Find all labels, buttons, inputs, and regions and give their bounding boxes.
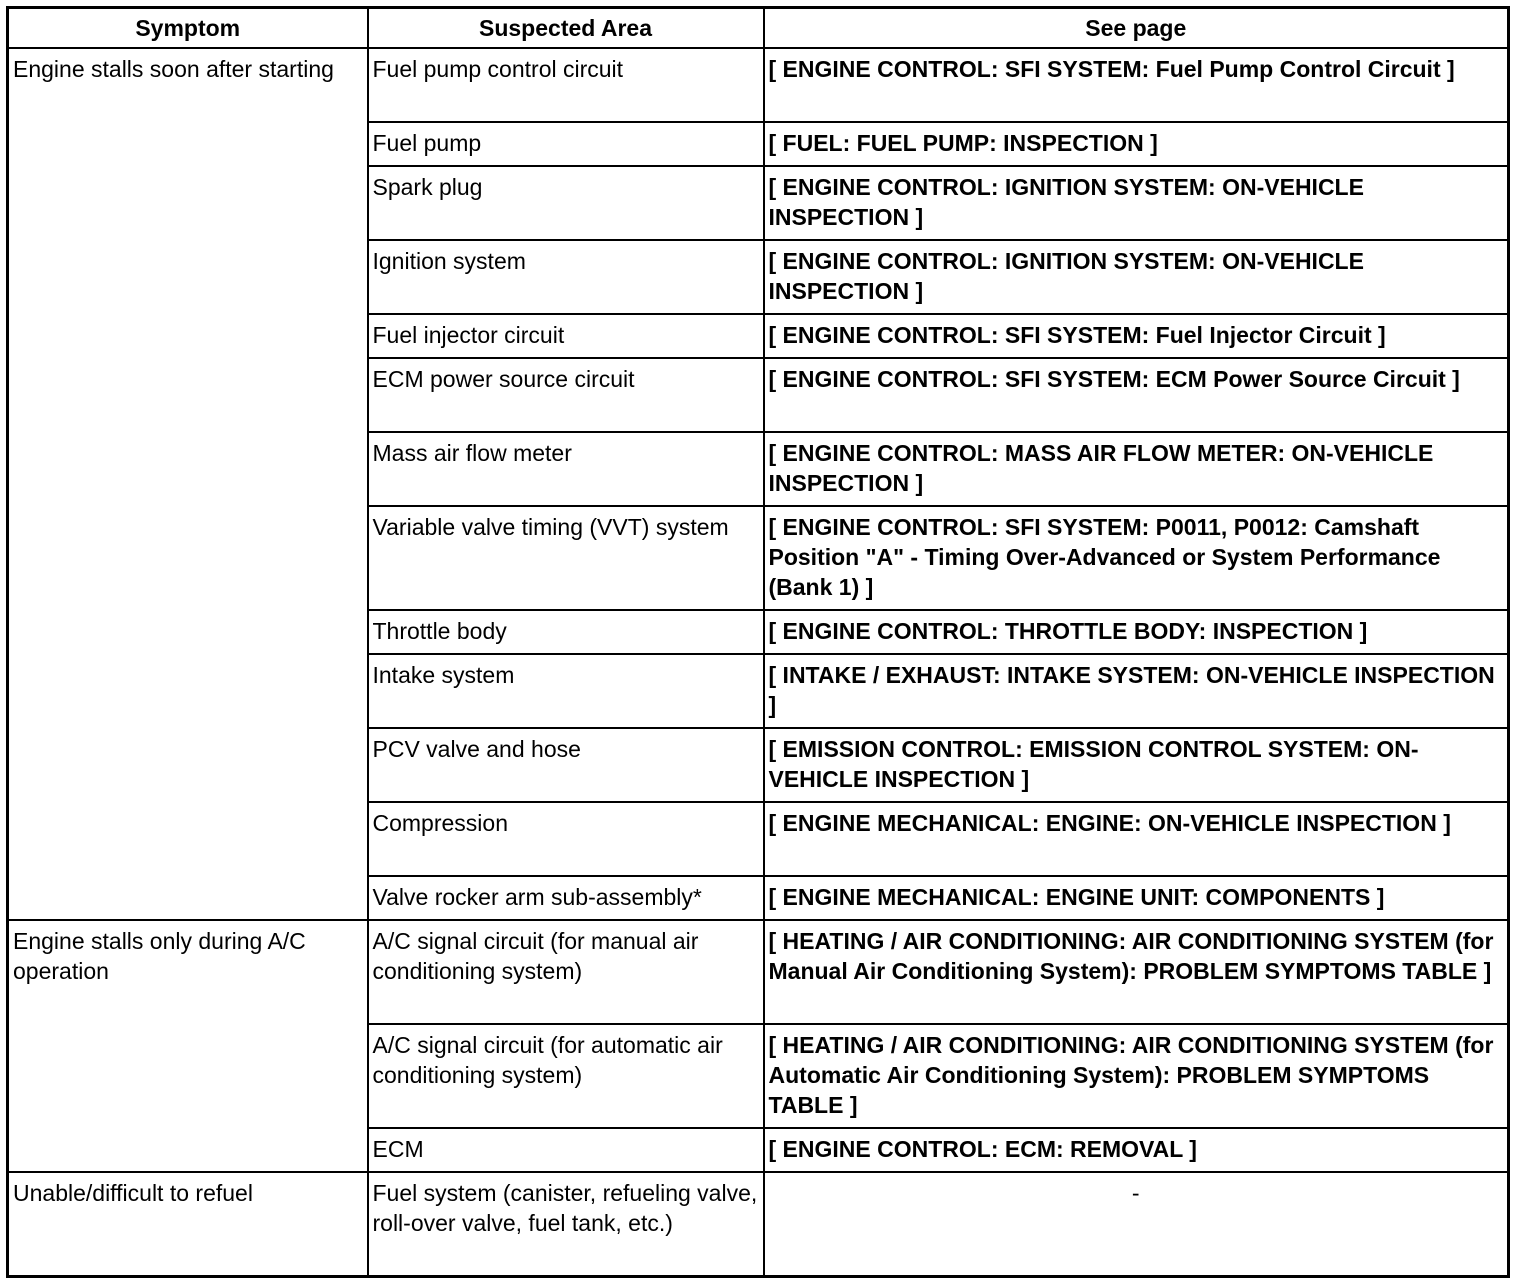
suspected-area-cell: Mass air flow meter <box>368 432 764 506</box>
see-page-cell: [ ENGINE CONTROL: SFI SYSTEM: P0011, P0012: Camshaft Position "A" - Timing Over-Advanced or System Performance (Bank 1) ] <box>764 506 1509 610</box>
see-page-cell: [ HEATING / AIR CONDITIONING: AIR CONDITIONING SYSTEM (for Manual Air Conditioning System): PROBLEM SYMPTOMS TABLE ] <box>764 920 1509 1024</box>
see-page-cell: [ ENGINE CONTROL: ECM: REMOVAL ] <box>764 1128 1509 1172</box>
symptom-cell: Engine stalls soon after starting <box>8 48 368 920</box>
suspected-area-cell: ECM power source circuit <box>368 358 764 432</box>
suspected-area-cell: Variable valve timing (VVT) system <box>368 506 764 610</box>
see-page-cell: [ ENGINE MECHANICAL: ENGINE: ON-VEHICLE INSPECTION ] <box>764 802 1509 876</box>
suspected-area-cell: Ignition system <box>368 240 764 314</box>
see-page-cell: [ ENGINE CONTROL: MASS AIR FLOW METER: ON-VEHICLE INSPECTION ] <box>764 432 1509 506</box>
suspected-area-cell: Intake system <box>368 654 764 728</box>
symptom-cell: Unable/difficult to refuel <box>8 1172 368 1277</box>
suspected-area-cell: Fuel pump control circuit <box>368 48 764 122</box>
suspected-area-cell: Valve rocker arm sub-assembly* <box>368 876 764 920</box>
see-page-cell: [ FUEL: FUEL PUMP: INSPECTION ] <box>764 122 1509 166</box>
suspected-area-cell: Compression <box>368 802 764 876</box>
see-page-cell: [ ENGINE CONTROL: THROTTLE BODY: INSPECTION ] <box>764 610 1509 654</box>
table-row <box>8 920 1509 1024</box>
see-page-cell: [ ENGINE CONTROL: SFI SYSTEM: Fuel Injector Circuit ] <box>764 314 1509 358</box>
header-symptom: Symptom <box>8 8 368 49</box>
see-page-cell: [ EMISSION CONTROL: EMISSION CONTROL SYSTEM: ON-VEHICLE INSPECTION ] <box>764 728 1509 802</box>
see-page-cell: - <box>764 1172 1509 1277</box>
table-row <box>8 48 1509 122</box>
see-page-cell: [ HEATING / AIR CONDITIONING: AIR CONDITIONING SYSTEM (for Automatic Air Conditioning System): PROBLEM SYMPTOMS TABLE ] <box>764 1024 1509 1128</box>
suspected-area-cell: A/C signal circuit (for automatic air conditioning system) <box>368 1024 764 1128</box>
suspected-area-cell: Throttle body <box>368 610 764 654</box>
suspected-area-cell: Fuel system (canister, refueling valve, roll-over valve, fuel tank, etc.) <box>368 1172 764 1277</box>
header-suspected-area: Suspected Area <box>368 8 764 49</box>
suspected-area-cell: PCV valve and hose <box>368 728 764 802</box>
see-page-cell: [ ENGINE CONTROL: SFI SYSTEM: Fuel Pump Control Circuit ] <box>764 48 1509 122</box>
see-page-cell: [ ENGINE CONTROL: IGNITION SYSTEM: ON-VEHICLE INSPECTION ] <box>764 166 1509 240</box>
problem-symptoms-table <box>6 6 1510 1278</box>
header-see-page: See page <box>764 8 1509 49</box>
see-page-cell: [ ENGINE CONTROL: SFI SYSTEM: ECM Power Source Circuit ] <box>764 358 1509 432</box>
suspected-area-cell: Fuel injector circuit <box>368 314 764 358</box>
header-row <box>8 8 1509 49</box>
table-row <box>8 1172 1509 1277</box>
suspected-area-cell: Fuel pump <box>368 122 764 166</box>
see-page-cell: [ ENGINE MECHANICAL: ENGINE UNIT: COMPONENTS ] <box>764 876 1509 920</box>
see-page-cell: [ ENGINE CONTROL: IGNITION SYSTEM: ON-VEHICLE INSPECTION ] <box>764 240 1509 314</box>
symptom-cell: Engine stalls only during A/C operation <box>8 920 368 1172</box>
see-page-cell: [ INTAKE / EXHAUST: INTAKE SYSTEM: ON-VEHICLE INSPECTION ] <box>764 654 1509 728</box>
suspected-area-cell: A/C signal circuit (for manual air conditioning system) <box>368 920 764 1024</box>
suspected-area-cell: ECM <box>368 1128 764 1172</box>
suspected-area-cell: Spark plug <box>368 166 764 240</box>
